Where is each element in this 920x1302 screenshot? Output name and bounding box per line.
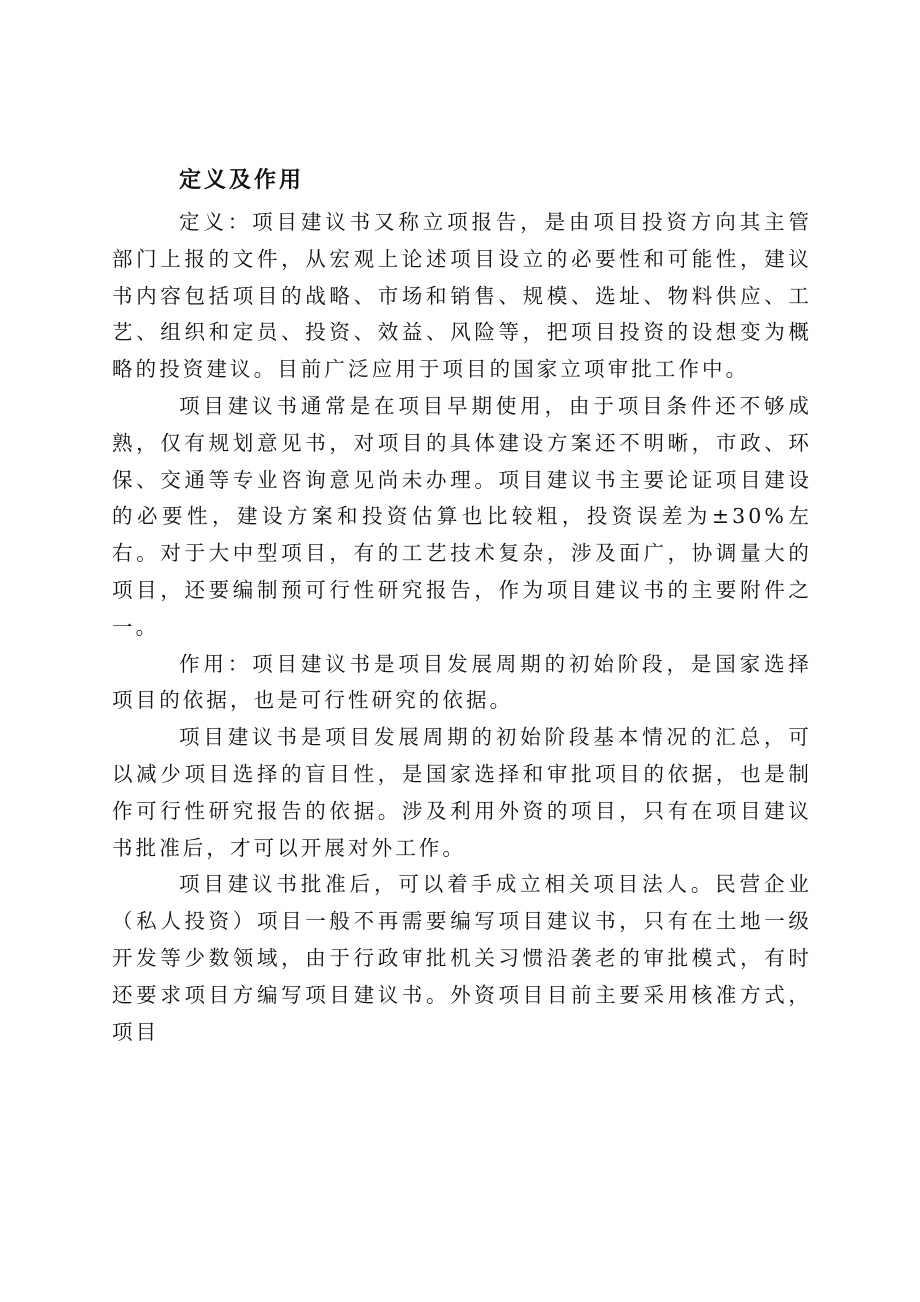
paragraph-function: 作用：项目建议书是项目发展周期的初始阶段，是国家选择项目的依据，也是可行性研究的依据。 bbox=[112, 651, 812, 713]
paragraph-early-stage: 项目建议书通常是在项目早期使用，由于项目条件还不够成熟，仅有规划意见书，对项目的具体建设方案还不明晰，市政、环保、交通等专业咨询意见尚未办理。项目建议书主要论证项目建设的必要性，建设方案和投资估算也比较粗，投资误差为±30%左右。对于大中型项目，有的工艺技术复杂，涉及面广，协调量大的项目，还要编制预可行性研究报告，作为项目建议书的主要附件之一。 bbox=[112, 393, 812, 639]
paragraph-definition: 定义：项目建议书又称立项报告，是由项目投资方向其主管部门上报的文件，从宏观上论述项目设立的必要性和可能性，建议书内容包括项目的战略、市场和销售、规模、选址、物料供应、工艺、组织和定员、投资、效益、风险等，把项目投资的设想变为概略的投资建议。目前广泛应用于项目的国家立项审批工作中。 bbox=[112, 210, 812, 382]
document-body bbox=[112, 158, 812, 1050]
paragraph-summary: 项目建议书是项目发展周期的初始阶段基本情况的汇总，可以减少项目选择的盲目性，是国家选择和审批项目的依据，也是制作可行性研究报告的依据。涉及利用外资的项目，只有在项目建议书批准后，才可以开展对外工作。 bbox=[112, 725, 812, 860]
section-heading: 定义及作用 bbox=[179, 168, 305, 193]
paragraph-after-approval: 项目建议书批准后，可以着手成立相关项目法人。民营企业（私人投资）项目一般不再需要编写项目建议书，只有在土地一级开发等少数领域，由于行政审批机关习惯沿袭老的审批模式，有时还要求项目方编写项目建议书。外资项目目前主要采用核准方式，项目 bbox=[112, 872, 812, 1044]
